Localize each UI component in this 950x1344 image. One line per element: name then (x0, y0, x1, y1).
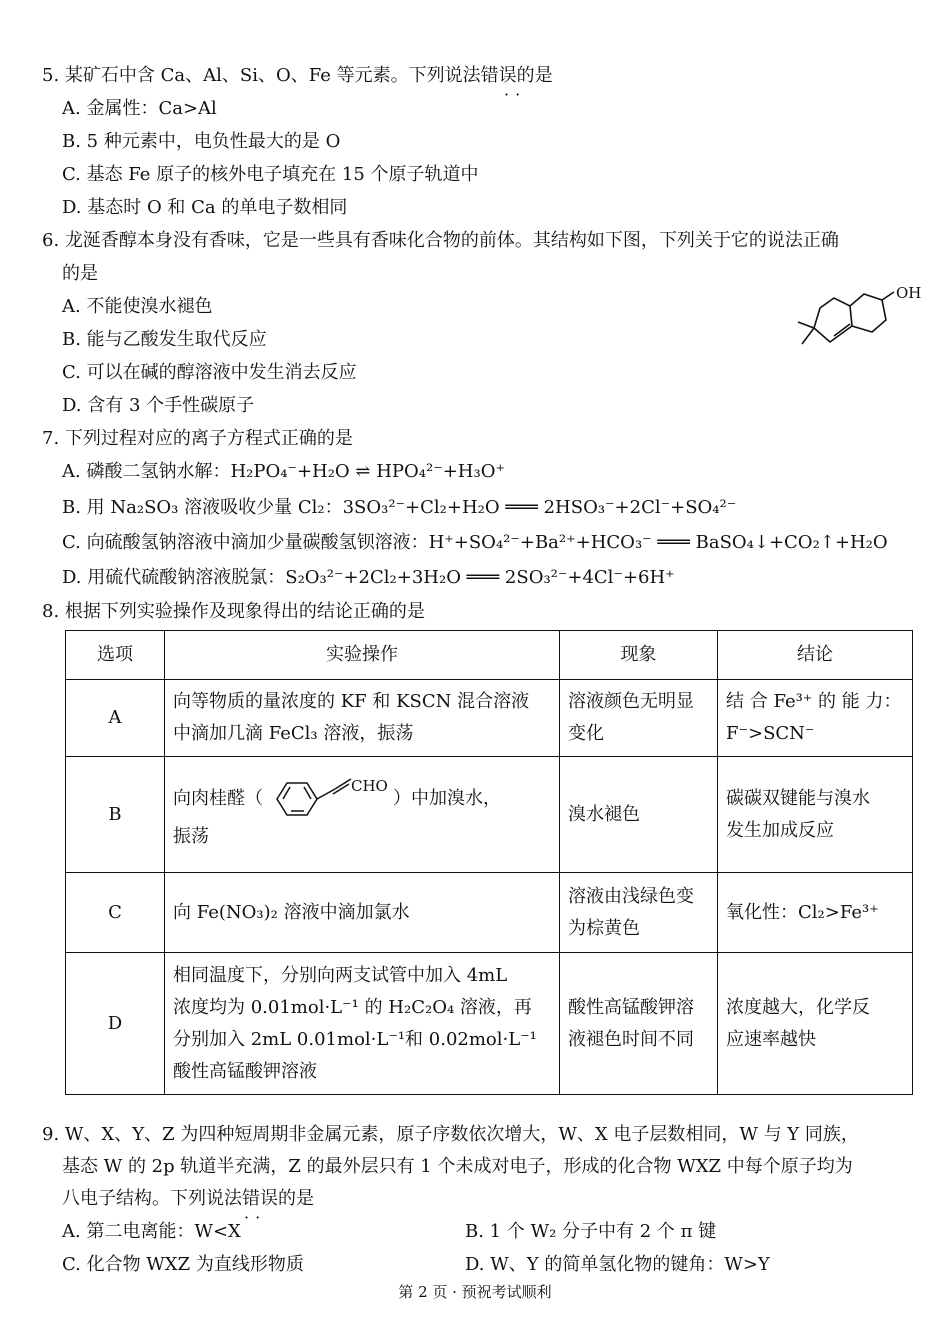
emphasis-dots: ·· (244, 1208, 267, 1227)
q6-stem-cont: 的是 (62, 263, 98, 284)
cell-line: 为棕黄色 (568, 917, 640, 939)
cell-line: 酸性高锰酸钾溶液 (173, 1060, 317, 1082)
q7-stem: 7. 下列过程对应的离子方程式正确的是 (42, 428, 353, 449)
q9-option-c: C. 化合物 WXZ 为直线形物质 (62, 1254, 304, 1275)
cell-line: 酸性高锰酸钾溶 (568, 996, 694, 1018)
q6-option-d: D. 含有 3 个手性碳原子 (62, 395, 255, 416)
row-d-phenomenon (560, 953, 718, 1095)
q6-stem: 6. 龙涎香醇本身没有香味，它是一些具有香味化合物的前体。其结构如下图，下列关于它的说法正确 (42, 230, 839, 251)
row-c-conclusion (718, 873, 913, 953)
experiment-table (65, 630, 913, 1095)
cell-line: 分别加入 2mL 0.01mol·L⁻¹和 0.02mol·L⁻¹ (173, 1028, 537, 1050)
cell-text: 向肉桂醛（ (173, 787, 263, 809)
cell-line: 液褪色时间不同 (568, 1028, 694, 1050)
row-d-option: D (66, 953, 165, 1095)
page-footer: 第 2 页 · 预祝考试顺利 (398, 1283, 552, 1301)
table-row (66, 757, 913, 873)
header-operation: 实验操作 (165, 631, 560, 680)
cell-text: ）中加溴水， (393, 787, 501, 809)
cinnamaldehyde-structure (263, 777, 393, 821)
cell-line: 发生加成反应 (726, 819, 834, 841)
q7-option-c: C. 向硫酸氢钠溶液中滴加少量碳酸氢钡溶液：H⁺+SO₄²⁻+Ba²⁺+HCO₃⁻ ═══ BaSO₄↓+CO₂↑+H₂O (62, 532, 888, 553)
cell-line: 中滴加几滴 FeCl₃ 溶液，振荡 (173, 723, 414, 744)
row-d-conclusion (718, 953, 913, 1095)
q9-option-d: D. W、Y 的简单氢化物的键角：W>Y (465, 1254, 770, 1275)
q9-option-a: A. 第二电离能：W<X (62, 1221, 241, 1242)
cell-line: 浓度均为 0.01mol·L⁻¹ 的 H₂C₂O₄ 溶液，再 (173, 996, 532, 1018)
q7-option-d: D. 用硫代硫酸钠溶液脱氯：S₂O₃²⁻+2Cl₂+3H₂O ═══ 2SO₃²⁻+4Cl⁻+6H⁺ (62, 567, 675, 588)
cell-line: 应速率越快 (726, 1028, 816, 1050)
row-c-operation (165, 873, 560, 953)
cell-line: 浓度越大，化学反 (726, 996, 870, 1018)
table-row (66, 953, 913, 1095)
header-option: 选项 (66, 631, 165, 680)
q5-option-c: C. 基态 Fe 原子的核外电子填充在 15 个原子轨道中 (62, 164, 479, 185)
cinnamaldehyde-line (173, 777, 551, 821)
q5-option-a: A. 金属性：Ca>Al (62, 98, 217, 119)
row-c-phenomenon (560, 873, 718, 953)
q7-option-b: B. 用 Na₂SO₃ 溶液吸收少量 Cl₂：3SO₃²⁻+Cl₂+H₂O ═══ 2HSO₃⁻+2Cl⁻+SO₄²⁻ (62, 497, 737, 518)
cho-label: CHO (351, 776, 388, 795)
row-a-option: A (66, 680, 165, 757)
cell-line: 相同温度下，分别向两支试管中加入 4mL (173, 964, 508, 986)
q8-stem: 8. 根据下列实验操作及现象得出的结论正确的是 (42, 601, 425, 622)
row-c-option: C (66, 873, 165, 953)
q9-stem: 9. W、X、Y、Z 为四种短周期非金属元素，原子序数依次增大，W、X 电子层数相同，W 与 Y 同族， (42, 1124, 859, 1145)
cell-line: 碳碳双键能与溴水 (726, 787, 870, 809)
row-b-conclusion (718, 757, 913, 873)
row-d-operation (165, 953, 560, 1095)
emphasis-dots: ·· (504, 85, 527, 104)
cell-line: F⁻>SCN⁻ (726, 723, 815, 744)
molecule-oh-label: OH (896, 284, 922, 302)
table-header-row (66, 631, 913, 680)
cell-line: 变化 (568, 723, 604, 744)
row-b-option: B (66, 757, 165, 873)
row-a-phenomenon (560, 680, 718, 757)
q9-stem-cont2: 八电子结构。下列说法错误的是 (62, 1188, 314, 1209)
q5-option-b: B. 5 种元素中，电负性最大的是 O (62, 131, 341, 152)
header-phenomenon: 现象 (560, 631, 718, 680)
cell-line: 溶液颜色无明显 (568, 691, 694, 712)
table-row (66, 680, 913, 757)
cell-line: 溶液由浅绿色变 (568, 885, 694, 907)
header-conclusion: 结论 (718, 631, 913, 680)
q9-stem-cont: 基态 W 的 2p 轨道半充满，Z 的最外层只有 1 个未成对电子，形成的化合物 WXZ 中每个原子均为 (62, 1156, 853, 1177)
cell-line: 结 合 Fe³⁺ 的 能 力： (726, 691, 902, 712)
q6-option-a: A. 不能使溴水褪色 (62, 296, 213, 317)
row-b-phenomenon (560, 757, 718, 873)
q6-option-b: B. 能与乙酸发生取代反应 (62, 329, 267, 350)
q6-option-c: C. 可以在碱的醇溶液中发生消去反应 (62, 362, 357, 383)
q7-option-a: A. 磷酸二氢钠水解：H₂PO₄⁻+H₂O ⇌ HPO₄²⁻+H₃O⁺ (62, 461, 505, 482)
cell-line: 氧化性：Cl₂>Fe³⁺ (726, 901, 879, 923)
cell-line: 向等物质的量浓度的 KF 和 KSCN 混合溶液 (173, 691, 530, 712)
molecule-structure (790, 276, 930, 366)
q5-option-d: D. 基态时 O 和 Ca 的单电子数相同 (62, 197, 348, 218)
row-a-conclusion (718, 680, 913, 757)
cell-line: 溴水褪色 (568, 803, 640, 825)
table-row (66, 873, 913, 953)
q5-stem: 5. 某矿石中含 Ca、Al、Si、O、Fe 等元素。下列说法错误的是 (42, 65, 553, 86)
cell-line: 振荡 (173, 825, 209, 847)
cell-line: 向 Fe(NO₃)₂ 溶液中滴加氯水 (173, 901, 410, 923)
row-b-operation (165, 757, 560, 873)
q9-option-b: B. 1 个 W₂ 分子中有 2 个 π 键 (465, 1221, 717, 1242)
row-a-operation (165, 680, 560, 757)
